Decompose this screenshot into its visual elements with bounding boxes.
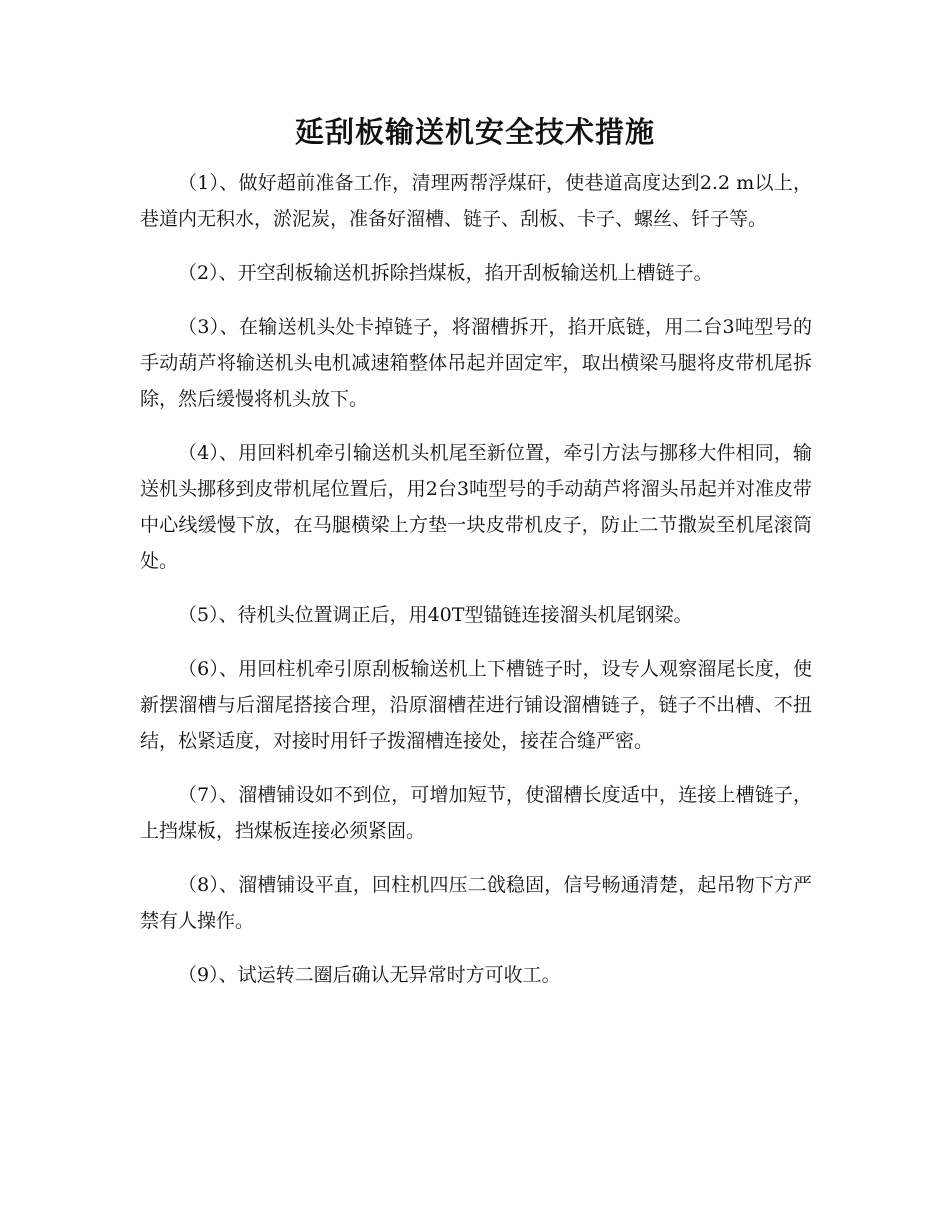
paragraph-8: （8）、溜槽铺设平直，回柱机四压二戗稳固，信号畅通清楚，起吊物下方严禁有人操作。 xyxy=(140,874,812,932)
paragraph-9: （9）、试运转二圈后确认无异常时方可收工。 xyxy=(178,964,561,986)
paragraph-2: （2）、开空刮板输送机拆除挡煤板，掐开刮板输送机上槽链子。 xyxy=(178,262,713,284)
paragraph-3: （3）、在输送机头处卡掉链子，将溜槽拆开，掐开底链，用二台3吨型号的手动葫芦将输送机头电机减速箱整体吊起并固定牢，取出横梁马腿将皮带机尾拆除，然后缓慢将机头放下。 xyxy=(140,316,812,410)
paragraph-6: （6）、用回柱机牵引原刮板输送机上下槽链子时，设专人观察溜尾长度，使新摆溜槽与后溜尾搭接合理，沿原溜槽茬进行铺设溜槽链子，链子不出槽、不扭结，松紧适度，对接时用钎子拨溜槽连接处，接茬合缝严密。 xyxy=(140,658,812,752)
paragraph-7: （7）、溜槽铺设如不到位，可增加短节，使溜槽长度适中，连接上槽链子，上挡煤板，挡煤板连接必须紧固。 xyxy=(140,784,812,842)
paragraph-1: （1）、做好超前准备工作，清理两帮浮煤矸，使巷道高度达到2.2 m以上，巷道内无积水，淤泥炭，准备好溜槽、链子、刮板、卡子、螺丝、钎子等。 xyxy=(140,172,812,230)
document-title: 延刮板输送机安全技术措施 xyxy=(294,115,655,149)
document-body xyxy=(140,165,812,1011)
paragraph-4: （4）、用回料机牵引输送机头机尾至新位置，牵引方法与挪移大件相同，输送机头挪移到皮带机尾位置后，用2台3吨型号的手动葫芦将溜头吊起并对准皮带中心线缓慢下放，在马腿横梁上方垫一块皮带机皮子，防止二节撒炭至机尾滚筒处。 xyxy=(140,442,812,572)
paragraph-5: （5）、待机头位置调正后，用40T型锚链连接溜头机尾钢梁。 xyxy=(178,604,693,626)
